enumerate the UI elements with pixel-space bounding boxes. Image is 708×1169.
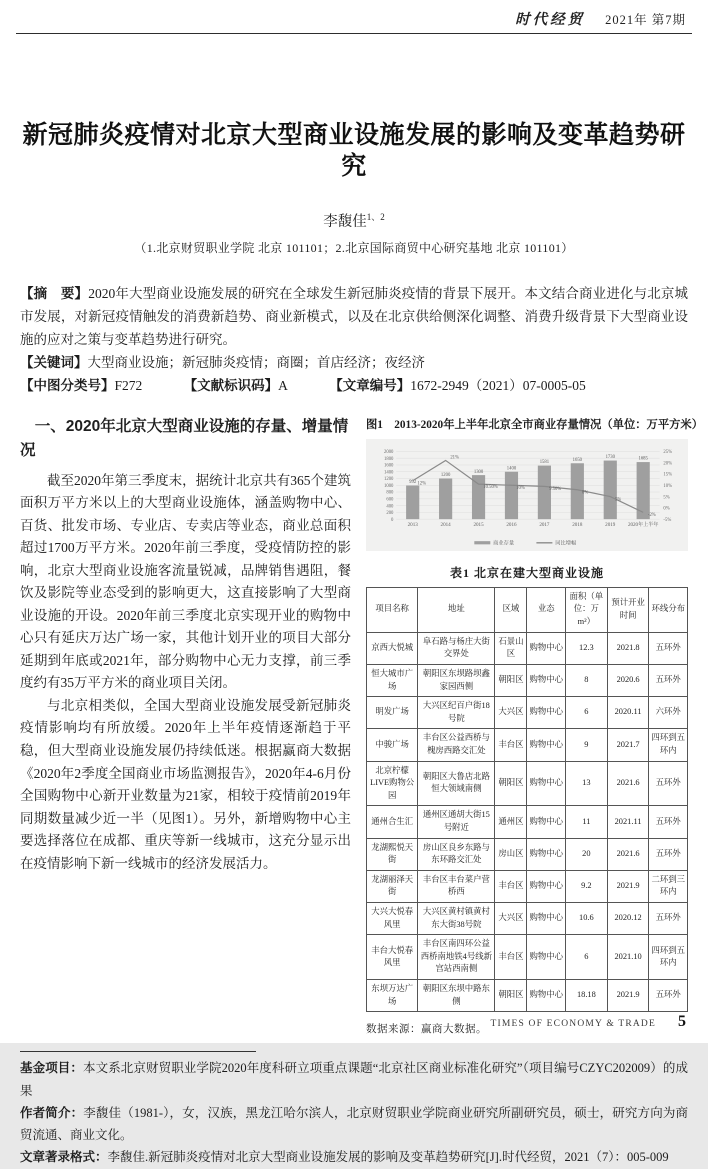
- table-header-cell: 业态: [527, 587, 566, 632]
- table-cell: 东坝万达广场: [367, 980, 418, 1012]
- table-row: [367, 870, 688, 902]
- abstract-text: 2020年大型商业设施发展的研究在全球发生新冠肺炎疫情的背景下展开。本文结合商业进化与北京城市发展，对新冠疫情触发的消费新趋势、商业新模式，以及在北京供给侧深化调整、消费升级背景下大型商业设施的应对之策与变革趋势进行研究。: [20, 285, 689, 347]
- table-cell: 购物中心: [527, 980, 566, 1012]
- table-cell: 购物中心: [527, 761, 566, 806]
- table-cell: 明发广场: [367, 697, 418, 729]
- table-cell: 阜石路与杨庄大街交界处: [418, 632, 495, 664]
- table-row: [367, 729, 688, 761]
- table-cell: 通州区: [495, 806, 527, 838]
- two-column-body: [20, 415, 704, 1037]
- table-cell: 通州合生汇: [367, 806, 418, 838]
- svg-text:1685: 1685: [638, 456, 648, 462]
- svg-text:2000: 2000: [384, 449, 394, 455]
- table-cell: 丰台区: [495, 870, 527, 902]
- svg-text:2016: 2016: [506, 521, 517, 528]
- table-cell: 2021.11: [607, 806, 649, 838]
- table-row: [367, 697, 688, 729]
- table-cell: 购物中心: [527, 697, 566, 729]
- table-cell: 大兴区纪百户街18号院: [418, 697, 495, 729]
- table-cell: 丰台区南四环公益西桥南地铁4号线新宫站西南侧: [418, 935, 495, 980]
- figure1-chart-area: [366, 439, 688, 551]
- svg-text:同比增幅: 同比增幅: [555, 540, 577, 547]
- table-cell: 四环到五环内: [649, 935, 688, 980]
- table-cell: 五环外: [649, 806, 688, 838]
- svg-text:1300: 1300: [473, 469, 484, 475]
- doc-code-value: A: [278, 378, 288, 394]
- fund-label: 基金项目：: [20, 1061, 83, 1076]
- header-divider: [16, 33, 692, 34]
- table-cell: 10.6: [566, 903, 608, 935]
- issue-info: 2021年 第7期: [605, 13, 686, 27]
- svg-text:商业存量: 商业存量: [493, 540, 515, 547]
- table-cell: 丰台区: [495, 729, 527, 761]
- table-cell: 2021.8: [607, 632, 649, 664]
- table-header-cell: 区域: [495, 587, 527, 632]
- table-cell: 丰台区公益西桥与槐房西路交汇处: [418, 729, 495, 761]
- page-footer: [490, 1013, 686, 1031]
- table-cell: 2020.6: [607, 664, 649, 696]
- svg-text:-5%: -5%: [663, 517, 672, 523]
- svg-text:0%: 0%: [663, 506, 670, 512]
- svg-text:2018: 2018: [572, 521, 583, 528]
- right-column: [366, 415, 704, 1037]
- svg-text:800: 800: [386, 490, 394, 496]
- table-cell: 购物中心: [527, 632, 566, 664]
- table-cell: 朝阳区: [495, 980, 527, 1012]
- construction-projects-table: [366, 587, 688, 1012]
- body-paragraph-2: 与北京相类似，全国大型商业设施发展受新冠肺炎疫情影响均有所放缓。2020年上半年疫情逐渐趋于平稳，但大型商业设施发展仍持续低迷。根据赢商大数据《2020年2季度全国商业市场监测报告》，2020年4-6月份全国购物中心新开业数量为21家，相较于疫情前2019年同期数量减少近一半（见图1）。另外，新增购物中心主要选择落位在成都、重庆等新一线城市，这充分显示出在疫情影响下新一线城市的经济发展活力。: [20, 697, 351, 871]
- table-header-row: [367, 587, 688, 632]
- body-paragraph-1: 截至2020年第三季度末，据统计北京共有365个建筑面积万平方米以上的大型商业设施体，涵盖购物中心、百货、批发市场、专业店、专卖店等业态，商业总面积超过1700万平方米。2020年前三季度，受疫情防控的影响，北京大型商业设施客流量锐减，品牌销售遇阻，餐饮及影院等业态受到的影响更大，这直接影响了大型商业设施的开设。2020年前三季度北京实现开业的购物中心只有延庆万达广场一家，其他计划开业的项目大部分延期到年底或2021年，部分购物中心无力支撑，前三季度约有35万平方米的商业项目关闭。: [20, 472, 351, 691]
- table-cell: 朝阳区东坝路坝鑫家园西侧: [418, 664, 495, 696]
- author-affiliation: （1.北京财贸职业学院 北京 101101；2.北京国际商贸中心研究基地 北京 101101）: [134, 240, 574, 255]
- svg-text:1400: 1400: [506, 465, 517, 471]
- table-cell: 6: [566, 935, 608, 980]
- table-row: [367, 761, 688, 806]
- table-cell: 大兴区黄村镇黄村东大街38号院: [418, 903, 495, 935]
- table-cell: 11: [566, 806, 608, 838]
- svg-text:2017: 2017: [539, 521, 550, 528]
- table-cell: 购物中心: [527, 838, 566, 870]
- footnote-divider: [20, 1051, 256, 1052]
- citation-label: 文章著录格式：: [20, 1150, 108, 1165]
- svg-text:1200: 1200: [384, 476, 394, 482]
- svg-text:600: 600: [386, 497, 394, 503]
- svg-text:10%: 10%: [516, 485, 525, 491]
- clc-label: 【中图分类号】: [20, 378, 115, 394]
- table-header-cell: 环线分布: [649, 587, 688, 632]
- table-row: [367, 806, 688, 838]
- svg-text:1650: 1650: [572, 457, 583, 463]
- table-cell: 朝阳区: [495, 664, 527, 696]
- table-cell: 朝阳区: [495, 761, 527, 806]
- table-cell: 2021.6: [607, 838, 649, 870]
- table1-caption: 表1 北京在建大型商业设施: [449, 565, 604, 580]
- figure1-caption: 图1 2013-2020年上半年北京全市商业存量情况（单位：万平方米）: [366, 418, 704, 431]
- table-cell: 13: [566, 761, 608, 806]
- table-cell: 丰台区: [495, 935, 527, 980]
- svg-text:-2%: -2%: [647, 512, 656, 518]
- classification-line: [20, 374, 688, 397]
- table-cell: 购物中心: [527, 903, 566, 935]
- table-cell: 18.18: [566, 980, 608, 1012]
- table-row: [367, 664, 688, 696]
- author-name: 李馥佳: [323, 213, 367, 230]
- table-cell: 恒大城市广场: [367, 664, 418, 696]
- fund-note: [20, 1057, 688, 1102]
- bio-label: 作者简介：: [20, 1105, 84, 1120]
- table-cell: 五环外: [649, 761, 688, 806]
- table-cell: 购物中心: [527, 935, 566, 980]
- table-cell: 20: [566, 838, 608, 870]
- svg-text:8%: 8%: [582, 490, 589, 496]
- table-cell: 五环外: [649, 980, 688, 1012]
- article-title: 新冠肺炎疫情对北京大型商业设施发展的影响及变革趋势研究: [22, 121, 686, 181]
- svg-text:1200: 1200: [440, 472, 451, 478]
- table-cell: 2020.11: [607, 697, 649, 729]
- table-cell: 购物中心: [527, 806, 566, 838]
- svg-text:200: 200: [386, 510, 394, 516]
- table-cell: 五环外: [649, 632, 688, 664]
- svg-text:20%: 20%: [663, 460, 673, 466]
- table-cell: 大兴区: [495, 903, 527, 935]
- table-cell: 2020.12: [607, 903, 649, 935]
- table-cell: 石景山区: [495, 632, 527, 664]
- table-cell: 龙湖丽泽天街: [367, 870, 418, 902]
- svg-text:1581: 1581: [539, 459, 550, 465]
- svg-text:992: 992: [409, 479, 417, 485]
- article-id-label: 【文章编号】: [329, 378, 411, 394]
- abstract: [20, 282, 688, 352]
- left-column: [20, 415, 351, 1037]
- table-cell: 2021.10: [607, 935, 649, 980]
- author-bio-note: [20, 1102, 688, 1147]
- svg-text:5%: 5%: [614, 496, 622, 502]
- table-cell: 二环到三环内: [649, 870, 688, 902]
- table-row: [367, 980, 688, 1012]
- keywords-label: 【关键词】: [20, 355, 88, 371]
- abstract-label: 【摘 要】: [20, 285, 89, 301]
- table-cell: 朝阳区大鲁店北路恒大领域南侧: [418, 761, 495, 806]
- svg-text:10.50%: 10.50%: [483, 484, 498, 490]
- svg-text:1000: 1000: [384, 483, 394, 489]
- table-cell: 北京柠檬LIVE购物公园: [367, 761, 418, 806]
- journal-name: 时代经贸: [515, 12, 586, 28]
- doc-code-label: 【文献标识码】: [183, 378, 279, 394]
- table-cell: 五环外: [649, 903, 688, 935]
- table-header-cell: 项目名称: [367, 587, 418, 632]
- table-row: [367, 632, 688, 664]
- svg-text:2020年上半年: 2020年上半年: [627, 521, 659, 528]
- table-cell: 购物中心: [527, 729, 566, 761]
- svg-text:1800: 1800: [384, 456, 394, 462]
- journal-name-english: TIMES OF ECONOMY & TRADE: [490, 1019, 656, 1029]
- fund-text: 本文系北京财贸职业学院2020年度科研立项重点课题“北京社区商业标准化研究”（项目编号CZYC202009）的成果: [20, 1061, 688, 1098]
- svg-text:25%: 25%: [663, 449, 673, 455]
- svg-text:10%: 10%: [663, 483, 673, 489]
- table-row: [367, 935, 688, 980]
- svg-text:21%: 21%: [450, 455, 459, 461]
- svg-text:2015: 2015: [473, 521, 484, 528]
- svg-text:2014: 2014: [440, 521, 451, 528]
- table-cell: 购物中心: [527, 870, 566, 902]
- table-cell: 2021.9: [607, 870, 649, 902]
- svg-text:1730: 1730: [605, 454, 615, 460]
- svg-text:400: 400: [386, 503, 394, 509]
- table-source-note: 数据来源：赢商大数据。: [366, 1024, 487, 1036]
- table-cell: 9: [566, 729, 608, 761]
- section-heading-1: 一、2020年北京大型商业设施的存量、增量情况: [20, 417, 349, 459]
- table-header-cell: 预计开业时间: [607, 587, 649, 632]
- table-cell: 四环到五环内: [649, 729, 688, 761]
- table-cell: 2021.9: [607, 980, 649, 1012]
- citation-note: [20, 1146, 688, 1168]
- table-row: [367, 903, 688, 935]
- table-cell: 大兴区: [495, 697, 527, 729]
- journal-header: [20, 8, 688, 29]
- svg-text:1600: 1600: [384, 463, 394, 469]
- table-row: [367, 838, 688, 870]
- svg-text:5%: 5%: [663, 494, 670, 500]
- table-cell: 购物中心: [527, 664, 566, 696]
- svg-text:12%: 12%: [417, 481, 426, 487]
- article-id-value: 1672-2949（2021）07-0005-05: [410, 378, 586, 394]
- svg-text:9.50%: 9.50%: [549, 486, 562, 492]
- author-line: [20, 210, 688, 231]
- table-cell: 房山区良乡东路与东环路交汇处: [418, 838, 495, 870]
- svg-text:2013: 2013: [407, 521, 418, 528]
- author-superscript: 1、2: [366, 211, 385, 222]
- table-cell: 丰台区丰台菜户营桥西: [418, 870, 495, 902]
- table-header-cell: 地址: [418, 587, 495, 632]
- keywords-text: 大型商业设施；新冠肺炎疫情；商圈；首店经济；夜经济: [87, 355, 425, 371]
- table-cell: 房山区: [495, 838, 527, 870]
- table-cell: 中骏广场: [367, 729, 418, 761]
- table-cell: 京西大悦城: [367, 632, 418, 664]
- keywords: [20, 351, 688, 374]
- page-number: 5: [678, 1013, 686, 1030]
- table-cell: 9.2: [566, 870, 608, 902]
- table-cell: 6: [566, 697, 608, 729]
- citation-text: 李馥佳.新冠肺炎疫情对北京大型商业设施发展的影响及变革趋势研究[J].时代经贸，2021（7）：005-009: [107, 1150, 669, 1165]
- table-cell: 大兴大悦春风里: [367, 903, 418, 935]
- clc-value: F272: [114, 378, 143, 394]
- table-cell: 8: [566, 664, 608, 696]
- table-cell: 五环外: [649, 664, 688, 696]
- svg-text:15%: 15%: [663, 472, 673, 478]
- table-cell: 五环外: [649, 838, 688, 870]
- table-cell: 12.3: [566, 632, 608, 664]
- table-cell: 丰台大悦春风里: [367, 935, 418, 980]
- bio-text: 李馥佳（1981-），女，汉族，黑龙江哈尔滨人，北京财贸职业学院商业研究所副研究员，硕士，研究方向为商贸流通、商业文化。: [20, 1105, 688, 1143]
- table-cell: 2021.6: [607, 761, 649, 806]
- commercial-stock-chart: [368, 442, 686, 549]
- table-cell: 朝阳区东坝中路东侧: [418, 980, 495, 1012]
- table-cell: 龙湖熙悦天街: [367, 838, 418, 870]
- table-header-cell: 面积（单位：万m²）: [566, 587, 608, 632]
- svg-text:1400: 1400: [384, 470, 394, 476]
- footnotes: [20, 1057, 688, 1168]
- article-meta: [20, 282, 688, 398]
- table-cell: 六环外: [649, 697, 688, 729]
- svg-text:0: 0: [391, 517, 394, 523]
- table-cell: 2021.7: [607, 729, 649, 761]
- svg-text:2019: 2019: [605, 521, 616, 528]
- table-cell: 通州区通胡大街15号附近: [418, 806, 495, 838]
